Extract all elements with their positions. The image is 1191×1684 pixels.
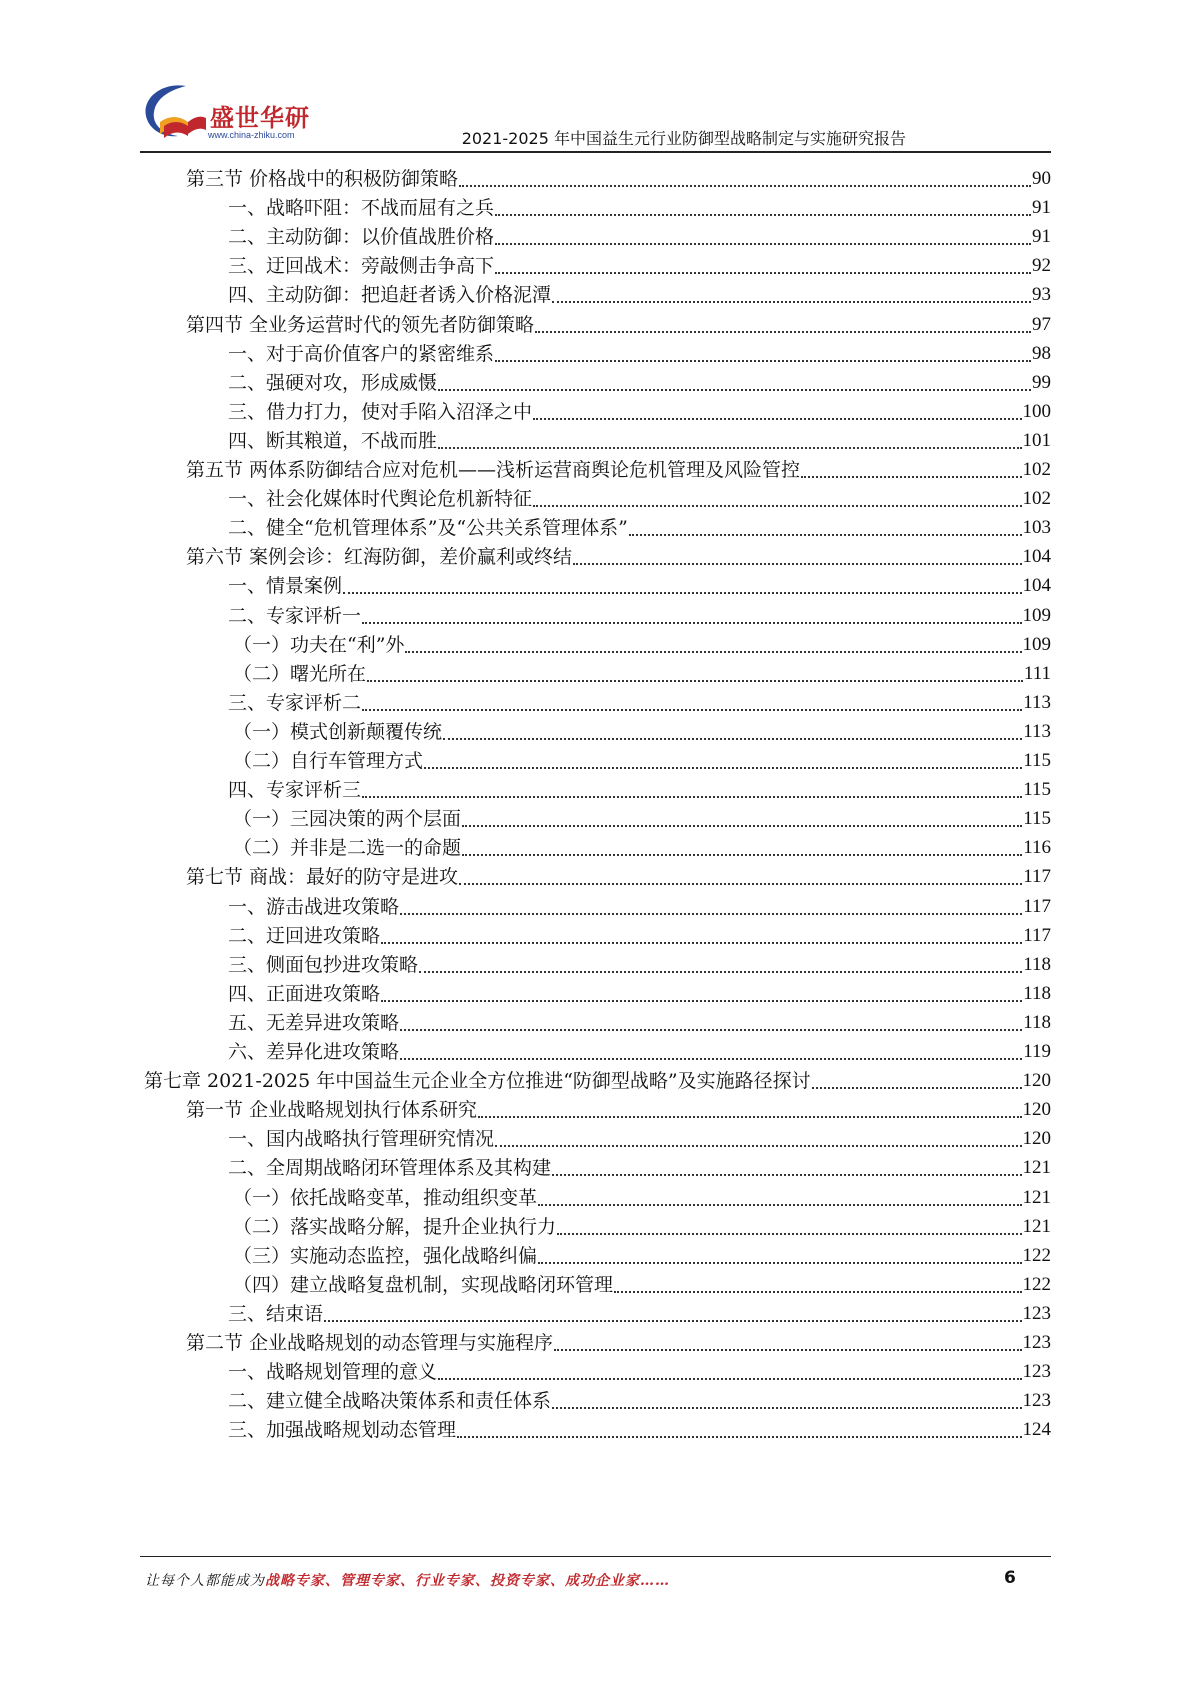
toc-leader-dots	[457, 1435, 1021, 1438]
toc-entry-title: （四）建立战略复盘机制，实现战略闭环管理	[233, 1273, 614, 1296]
toc-leader-dots	[438, 1377, 1021, 1380]
brand-url: www.china-zhiku.com	[208, 130, 295, 140]
toc-entry-page: 118	[1023, 1011, 1051, 1033]
toc-leader-dots	[362, 708, 1022, 711]
toc-entry-page: 124	[1022, 1419, 1051, 1441]
toc-leader-dots	[362, 795, 1022, 798]
toc-entry-title: 三、借力打力，使对手陷入沼泽之中	[228, 400, 533, 423]
toc-entry-page: 113	[1023, 720, 1051, 742]
toc-entry-page: 115	[1023, 808, 1051, 830]
toc-leader-dots	[381, 941, 1022, 944]
toc-entry-page: 121	[1022, 1186, 1051, 1208]
toc-leader-dots	[812, 1086, 1022, 1089]
toc-entry-page: 102	[1022, 488, 1051, 510]
toc-entry-page: 123	[1022, 1302, 1051, 1324]
toc-entry-page: 109	[1022, 604, 1051, 626]
toc-entry-title: 第七章 2021-2025 年中国益生元企业全方位推进“防御型战略”及实施路径探讨	[144, 1070, 811, 1093]
toc-entry-title: 第四节 全业务运营时代的领先者防御策略	[186, 313, 535, 336]
toc-entry-page: 123	[1022, 1390, 1051, 1412]
toc-entry-page: 119	[1023, 1041, 1051, 1062]
toc-leader-dots	[495, 1144, 1021, 1147]
toc-entry-title: 五、无差异进攻策略	[228, 1011, 400, 1034]
slogan-highlight: 战略专家、管理专家、行业专家、投资专家、成功企业家……	[265, 1573, 670, 1589]
toc-entry-page: 101	[1022, 429, 1051, 451]
toc-entry-title: 一、游击战进攻策略	[228, 895, 400, 918]
toc-entry-page: 123	[1022, 1361, 1051, 1383]
toc-entry-page: 93	[1032, 284, 1051, 306]
toc-entry-title: 二、全周期战略闭环管理体系及其构建	[228, 1157, 552, 1180]
toc-entry[interactable]	[0, 1062, 1051, 1093]
toc-entry-page: 91	[1032, 197, 1051, 219]
toc-leader-dots	[552, 1406, 1021, 1409]
toc-leader-dots	[362, 621, 1021, 624]
toc-leader-dots	[462, 853, 1022, 856]
toc-entry-title: 三、专家评析二	[228, 691, 362, 714]
brand-logo-icon	[140, 82, 210, 144]
toc-leader-dots	[381, 999, 1022, 1002]
toc-entry-title: 六、差异化进攻策略	[228, 1041, 400, 1063]
toc-leader-dots	[538, 1261, 1021, 1264]
toc-entry-page: 120	[1022, 1128, 1051, 1150]
toc-entry[interactable]	[0, 1179, 1051, 1210]
toc-entry-page: 117	[1023, 866, 1051, 888]
toc-entry[interactable]	[0, 509, 1051, 540]
toc-leader-dots	[419, 970, 1022, 973]
toc-entry-title: （二）并非是二选一的命题	[233, 837, 462, 860]
toc-entry[interactable]	[0, 829, 1051, 860]
toc-entry[interactable]	[0, 771, 1051, 802]
toc-leader-dots	[343, 591, 1021, 594]
toc-leader-dots	[801, 475, 1021, 478]
toc-entry[interactable]	[0, 1353, 1051, 1384]
toc-entry[interactable]	[0, 306, 1051, 337]
toc-entry-page: 98	[1032, 342, 1051, 364]
brand-name: 盛世华研	[210, 104, 310, 132]
toc-entry[interactable]	[0, 480, 1051, 511]
toc-entry[interactable]	[0, 946, 1051, 977]
toc-entry-title: 一、战略吓阻：不战而屈有之兵	[228, 197, 495, 220]
toc-leader-dots	[438, 388, 1031, 391]
toc-entry[interactable]	[0, 975, 1051, 1006]
toc-entry-page: 121	[1022, 1215, 1051, 1237]
toc-entry[interactable]	[0, 538, 1051, 569]
toc-entry[interactable]	[0, 189, 1051, 220]
toc-entry-title: 第三节 价格战中的积极防御策略	[186, 168, 459, 190]
toc-entry[interactable]	[0, 597, 1051, 628]
toc-entry-title: （一）功夫在“利”外	[233, 633, 405, 656]
toc-leader-dots	[459, 184, 1031, 187]
toc-entry-title: 三、侧面包抄进攻策略	[228, 953, 419, 976]
toc-entry-page: 104	[1022, 546, 1051, 568]
toc-leader-dots	[533, 504, 1021, 507]
toc-entry-title: 四、正面进攻策略	[228, 982, 381, 1005]
toc-leader-dots	[573, 562, 1021, 565]
footer-divider	[140, 1556, 1051, 1557]
toc-entry[interactable]	[0, 247, 1051, 278]
toc-entry[interactable]	[0, 451, 1051, 482]
toc-entry-title: 第七节 商战：最好的防守是进攻	[186, 866, 459, 889]
toc-leader-dots	[367, 679, 1023, 682]
toc-entry-title: （一）三园决策的两个层面	[233, 808, 462, 831]
toc-leader-dots	[495, 271, 1031, 274]
toc-entry-title: 一、战略规划管理的意义	[228, 1361, 438, 1384]
toc-leader-dots	[400, 912, 1022, 915]
toc-entry-page: 104	[1022, 575, 1051, 597]
toc-entry[interactable]	[0, 1266, 1051, 1297]
toc-entry-page: 122	[1022, 1244, 1051, 1266]
toc-entry[interactable]	[0, 1091, 1051, 1122]
toc-entry-title: 三、迂回战术：旁敲侧击争高下	[228, 255, 495, 278]
toc-entry-title: 二、强硬对攻，形成威慑	[228, 371, 438, 394]
toc-entry[interactable]	[0, 1411, 1051, 1442]
toc-leader-dots	[478, 1115, 1021, 1118]
toc-entry[interactable]	[0, 800, 1051, 831]
toc-leader-dots	[614, 1290, 1021, 1293]
toc-entry[interactable]	[0, 626, 1051, 657]
toc-entry-title: （三）实施动态监控，强化战略纠偏	[233, 1244, 538, 1267]
toc-entry-page: 100	[1022, 400, 1051, 422]
toc-entry[interactable]	[0, 655, 1051, 686]
toc-entry-page: 115	[1023, 750, 1051, 771]
toc-entry-page: 103	[1022, 517, 1051, 539]
toc-entry[interactable]	[0, 1295, 1051, 1326]
toc-entry-title: （二）落实战略分解，提升企业执行力	[233, 1215, 557, 1238]
toc-entry-title: 四、主动防御：把追赶者诱入价格泥潭	[228, 284, 552, 307]
toc-leader-dots	[424, 766, 1022, 769]
page-number: 6	[1004, 1568, 1016, 1588]
toc-leader-dots	[405, 650, 1021, 653]
footer-slogan	[145, 1570, 670, 1590]
toc-entry[interactable]	[0, 1004, 1051, 1035]
toc-entry-title: 一、对于高价值客户的紧密维系	[228, 342, 495, 365]
toc-entry-title: 二、迂回进攻策略	[228, 924, 381, 947]
toc-entry-title: 四、专家评析三	[228, 779, 362, 802]
toc-leader-dots	[552, 300, 1031, 303]
toc-entry[interactable]	[0, 422, 1051, 453]
toc-entry-page: 90	[1032, 168, 1051, 189]
toc-leader-dots	[495, 242, 1031, 245]
toc-leader-dots	[324, 1319, 1021, 1322]
toc-entry-title: 一、社会化媒体时代舆论危机新特征	[228, 488, 533, 511]
toc-entry-title: 二、主动防御：以价值战胜价格	[228, 226, 495, 249]
toc-entry-page: 123	[1022, 1332, 1051, 1353]
toc-entry-page: 92	[1032, 255, 1051, 277]
toc-entry-page: 102	[1022, 459, 1051, 480]
toc-entry[interactable]	[0, 858, 1051, 889]
toc-leader-dots	[538, 1203, 1021, 1206]
toc-leader-dots	[495, 359, 1031, 362]
toc-leader-dots	[443, 737, 1022, 740]
toc-entry-page: 120	[1022, 1099, 1051, 1121]
toc-entry-page: 121	[1022, 1157, 1051, 1179]
toc-entry-page: 122	[1022, 1273, 1051, 1295]
toc-entry-title: 三、加强战略规划动态管理	[228, 1419, 457, 1442]
toc-entry[interactable]	[0, 160, 1051, 191]
toc-entry[interactable]	[0, 335, 1051, 366]
toc-leader-dots	[552, 1173, 1021, 1176]
header-divider	[140, 151, 1051, 153]
toc-entry-title: （二）自行车管理方式	[233, 750, 424, 772]
toc-entry-title: （二）曙光所在	[233, 662, 367, 685]
toc-entry[interactable]	[0, 567, 1051, 598]
toc-leader-dots	[533, 417, 1021, 420]
toc-entry-title: 第二节 企业战略规划的动态管理与实施程序	[186, 1332, 554, 1354]
toc-entry[interactable]	[0, 917, 1051, 948]
toc-entry-title: 第一节 企业战略规划执行体系研究	[186, 1099, 478, 1122]
toc-entry-title: 二、建立健全战略决策体系和责任体系	[228, 1390, 552, 1413]
toc-entry-page: 120	[1022, 1070, 1051, 1092]
toc-entry[interactable]	[0, 1149, 1051, 1180]
toc-leader-dots	[535, 330, 1031, 333]
toc-entry-page: 99	[1032, 371, 1051, 393]
toc-entry-page: 117	[1023, 895, 1051, 917]
toc-leader-dots	[462, 824, 1022, 827]
toc-entry-page: 115	[1023, 779, 1051, 801]
toc-entry-title: 二、专家评析一	[228, 604, 362, 627]
toc-leader-dots	[400, 1028, 1022, 1031]
toc-entry-title: 二、健全“危机管理体系”及“公共关系管理体系”	[228, 517, 628, 540]
toc-entry[interactable]	[0, 1382, 1051, 1413]
toc-entry-page: 116	[1023, 837, 1051, 859]
brand-logo	[140, 82, 320, 152]
toc-entry[interactable]	[0, 364, 1051, 395]
toc-leader-dots	[438, 446, 1021, 449]
toc-entry-page: 97	[1032, 313, 1051, 335]
toc-entry[interactable]	[0, 1324, 1051, 1355]
slogan-prefix: 让每个人都能成为	[145, 1573, 265, 1589]
toc-entry-title: （一）模式创新颠覆传统	[233, 720, 443, 743]
toc-entry[interactable]	[0, 393, 1051, 424]
toc-entry-page: 111	[1023, 662, 1051, 684]
toc-entry-title: 第六节 案例会诊：红海防御，差价赢利或终结	[186, 546, 573, 569]
toc-leader-dots	[557, 1232, 1021, 1235]
page-header	[0, 0, 1191, 160]
toc-leader-dots	[400, 1057, 1022, 1060]
toc-entry[interactable]	[0, 684, 1051, 715]
toc-entry[interactable]	[0, 888, 1051, 919]
toc-entry-title: 一、国内战略执行管理研究情况	[228, 1128, 495, 1151]
toc-entry-title: 三、结束语	[228, 1302, 324, 1325]
toc-leader-dots	[629, 533, 1022, 536]
toc-entry-page: 118	[1023, 982, 1051, 1004]
toc-leader-dots	[459, 882, 1022, 885]
toc-entry-title: 一、情景案例	[228, 575, 343, 598]
toc-entry-title: （一）依托战略变革，推动组织变革	[233, 1186, 538, 1209]
toc-entry[interactable]	[0, 1208, 1051, 1239]
toc-entry[interactable]	[0, 218, 1051, 249]
toc-entry-page: 91	[1032, 226, 1051, 248]
toc-entry-title: 第五节 两体系防御结合应对危机——浅析运营商舆论危机管理及风险管控	[186, 459, 801, 481]
report-title: 2021-2025 年中国益生元行业防御型战略制定与实施研究报告	[461, 129, 906, 148]
toc-entry[interactable]	[0, 1120, 1051, 1151]
toc-entry-title: 四、断其粮道，不战而胜	[228, 429, 438, 452]
toc-entry[interactable]	[0, 276, 1051, 307]
toc-entry[interactable]	[0, 713, 1051, 744]
toc-entry-page: 109	[1022, 633, 1051, 655]
toc-entry[interactable]	[0, 742, 1051, 773]
toc-leader-dots	[495, 213, 1031, 216]
toc-entry-page: 113	[1023, 691, 1051, 713]
toc-entry-page: 118	[1023, 953, 1051, 975]
toc-entry[interactable]	[0, 1237, 1051, 1268]
toc-entry-page: 117	[1023, 924, 1051, 946]
toc-leader-dots	[554, 1348, 1021, 1351]
toc-entry[interactable]	[0, 1033, 1051, 1064]
